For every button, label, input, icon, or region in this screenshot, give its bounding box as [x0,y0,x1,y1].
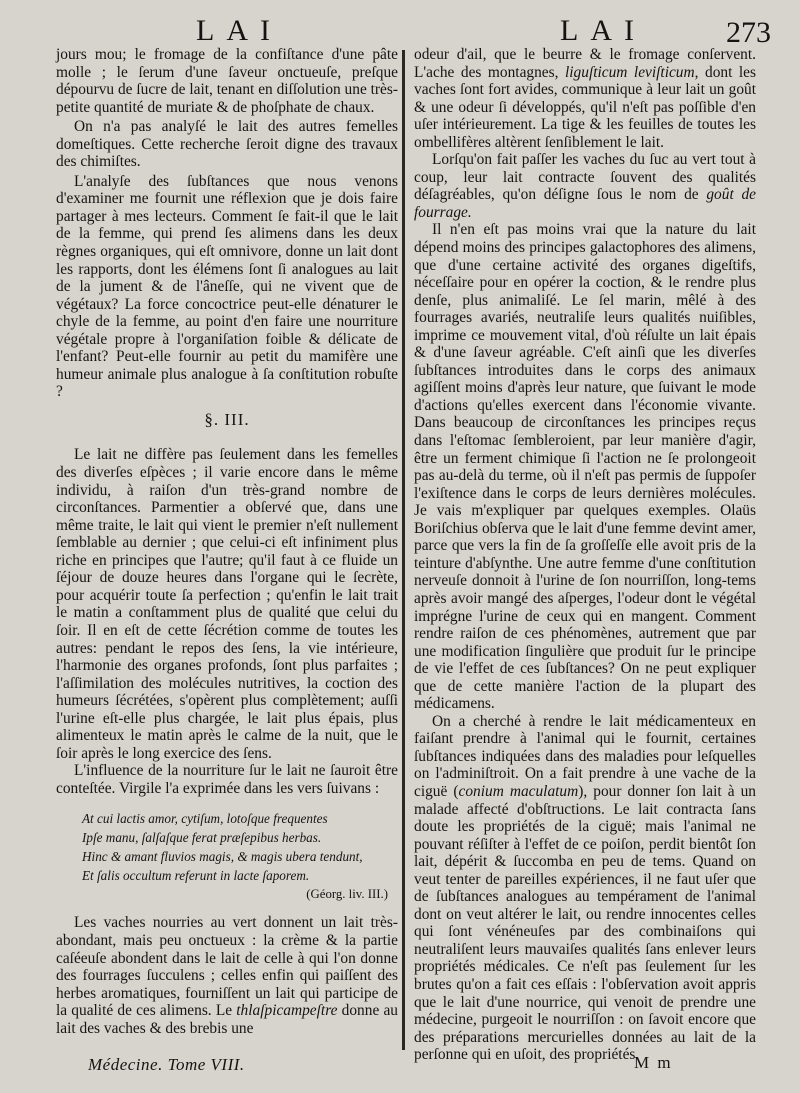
species-name: conium maculatum [458,782,579,800]
species-name: liguſticum leviſticum [565,63,695,81]
page-number: 273 [726,16,771,49]
paragraph-text: donne au lait des vaches & des brebis une [56,1002,398,1037]
paragraph [414,46,756,151]
paragraph [414,713,756,1064]
species-name: thlaſpicampeſtre [236,1002,338,1020]
volume-signature: Médecine. Tome VIII. [88,1055,245,1074]
paragraph-text: , dont les vaches ſont fort avides, communique à leur lait un goût & une odeur ſi développés, qu'il n'eſt pas poſſible d'en uſer intérieurement. La tige & les feuilles de toutes les ombellifères altèrent ſenſiblement le lait. [414,63,756,151]
verse-line: Et ſalis occultum referunt in lacte ſaporem. [82,868,310,884]
paragraph: L'influence de la nourriture ſur le lait ne ſauroit être conteſtée. Virgile l'a exprimée dans les vers ſuivans : [56,762,398,797]
signature-mark: M m [634,1053,673,1072]
paragraph-text: On a cherché à rendre le lait médicamenteux en faiſant prendre à l'animal qui le fournit, certaines ſubſtances indiquées dans des maladies pour leſquelles on l'adminiſtroit. On a fait prendre à une vache de la ciguë ( [414,712,756,800]
verse-line: At cui lactis amor, cytiſum, lotoſque frequentes [82,811,328,827]
paragraph-text: odeur d'ail, que le beurre & le fromage conſervent. L'ache des montagnes, [414,46,756,81]
left-column [56,46,398,1037]
term: goût de fourrage. [414,186,756,221]
right-running-head: LAI [560,14,646,47]
paragraph: jours mou; le fromage de la confiſtance d'une pâte molle ; le ſerum d'une ſaveur onctueuſe, preſque dépourvu de ſucre de lait, tenant en diſſolution une très-petite quantité de muriate & de phoſphate de chaux. [56,46,398,116]
column-divider [402,50,405,1050]
verse-line: Ipſe manu, ſalſaſque ferat præſepibus herbas. [82,830,322,846]
paragraph: Il n'en eſt pas moins vrai que la nature du lait dépend moins des principes galactophores des alimens, que d'une certaine activité des organes digeſtifs, néceſſaire pour en opérer la coction, & le rendre plus denſe, plus animaliſé. Le ſel marin, mêlé à des fourrages avariés, neutraliſe leurs qualités nuiſibles, imprime ce mouvement vital, d'où réſulte un lait épais & d'une ſaveur agréable. C'eſt ainſi que les diverſes ſubſtances introduites dans le corps des animaux agiſſent moins d'après leur nature, que ſuivant le mode d'actions qu'elles exercent dans l'économie vivante. Dans beaucoup de circonſtances les principes reçus dans l'eſtomac ſembleroient, par leur manière d'agir, être un ferment chimique ſi l'action ne ſe prolongeoit pas au-delà du terme, où il n'eſt pas permis de ſuppoſer l'exiſtence dans le corps de leurs dernières molécules. Je vais m'expliquer par quelques exemples. Olaüs Boriſchius obſerva que le lait d'une femme devint amer, parce que vers la fin de ſa groſſeſſe elle avoit pris de la teinture d'abſynthe. Une autre femme d'une conſtitution nerveuſe donnoit à l'urine de ſon nourriſſon, long-tems après avoir mangé des aſperges, l'odeur dont le végétal imprégne l'urine de ceux qui en mangent. Comment rendre raiſon de ces phénomènes, autrement que par une modification ſingulière que produit ſur le principe de vie l'effet de ces ſubſtances? On ne peut expliquer que de cette manière l'action de la plupart des médicamens. [414,221,756,713]
latin-verse [82,809,398,904]
paragraph-text: ), pour donner ſon lait à un malade affecté d'obſtructions. Le lait contracta ſans doute les propriétés de la ciguë; mais l'animal ne pouvant réſiſter à l'effet de ce poiſon, perdit bientôt ſon lait, dépérit & ſuccomba en peu de tems. Quand on veut tenter de pareilles expériences, il ne faut uſer que de ſubſtances analogues au tempérament de l'animal dont on veut altérer le lait, ou rendre innocentes celles qui ſont vénéneuſes par des combinaiſons qui neutraliſent leurs mauvaiſes qualités ſans enlever leurs propriétés médicales. Ce n'eſt pas ſeulement ſur les brutes qu'on a fait ces eſſais : l'obſervation avoit appris que le lait d'une nourrice, qui venoit de prendre une médecine, purgeoit le nourriſſon : on ſavoit encore que des préparations mercurielles données au lait de la perſonne qui en uſoit, des propriétés [414,782,756,1064]
verse-line: Hinc & amant fluvios magis, & magis ubera tendunt, [82,849,363,865]
paragraph: L'analyſe des ſubſtances que nous venons d'examiner me fournit une réflexion que je dois faire partager à mes lecteurs. Comment ſe fait-il que le lait de la femme, qui prend ſes alimens dans les deux règnes organiques, qui eſt omnivore, donne un lait dont les rapports, dont les élémens ſont ſi analogues au lait de la jument & de l'âneſſe, qui ne vivent que de végétaux? La force concoctrice peut-elle dénaturer le chyle de la femme, au point d'en faire une nourriture végétale propre à l'organiſation foible & délicate de l'enfant? Peut-elle fournir au petit du mamifère une humeur animale plus analogue à ſa conſtitution robuſte ? [56,172,398,401]
paragraph: Le lait ne diffère pas ſeulement dans les femelles des diverſes eſpèces ; il varie encore dans le même individu, à raiſon d'un très-grand nombre de circonſtances. Parmentier a obſervé que, dans une même traite, le lait qui vient le premier n'eſt nullement ſemblable au dernier ; que celui-ci eſt infiniment plus riche en principes que l'autre; qu'il faut à ce fluide un ſéjour de douze heures dans l'organe qui le ſecrète, pour acquérir toute ſa perfection ; qu'enfin le lait trait le matin a conſtamment plus de qualité que celui du ſoir. Il en eſt de cette ſécrétion comme de toutes les autres: pendant le repos des ſens, la vie intérieure, l'harmonie des organes profonds, ſont plus parfaites ; l'aſſimilation des molécules nutritives, la coction des humeurs ſécrétées, s'opèrent plus complètement; auſſi l'urine eſt-elle plus chargée, le lait plus épais, plus alimenteux le matin après le calme de la nuit, que le ſoir après le long exercice des ſens. [56,446,398,762]
right-column [414,46,756,1064]
section-heading: §. III. [204,409,250,429]
verse-citation: (Géorg. liv. III.) [306,887,388,902]
paragraph-text: Lorſqu'on fait paſſer les vaches du ſuc au vert tout à coup, leur lait contracte ſouvent des qualités déſagréables, qu'on déſigne ſous le nom de [414,151,756,204]
left-running-head: LAI [196,14,282,47]
paragraph: On n'a pas analyſé le lait des autres femelles domeſtiques. Cette recherche ſeroit digne des travaux des chimiſtes. [56,118,398,171]
paragraph-text: Les vaches nourries au vert donnent un lait très-abondant, mais peu onctueux : la crème & la partie caſéeuſe abondent dans le lait de celle à qui l'on donne des fourrages ſucculens ; celles enfin qui paiſſent des herbes aromatiques, fourniſſent un lait qui participe de la qualité de ces alimens. Le [56,914,398,1020]
paragraph [414,151,756,221]
paragraph [56,914,398,1037]
